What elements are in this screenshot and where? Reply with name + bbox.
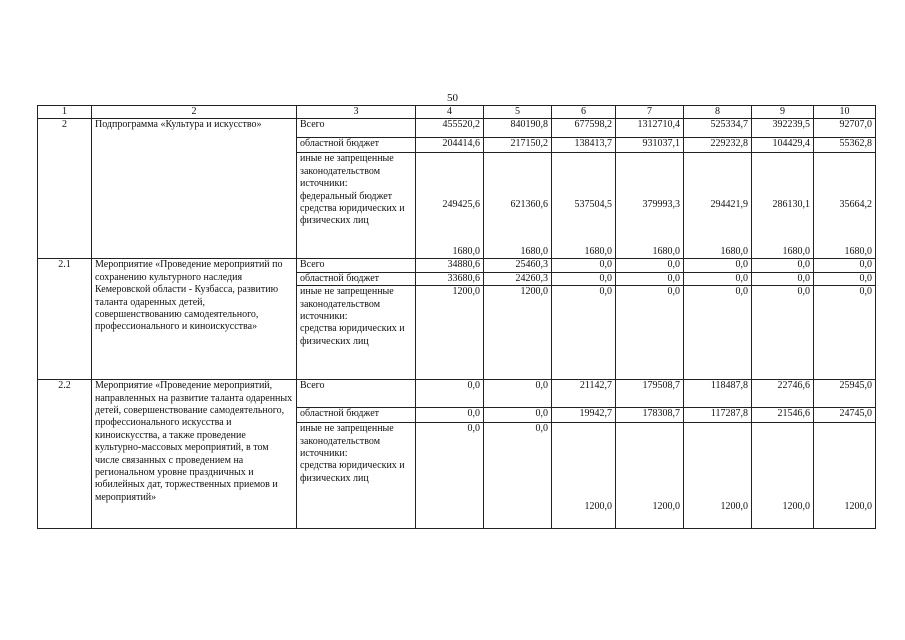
value-cell: 1200,0 [552, 423, 616, 529]
value-cell: 0,0 [684, 286, 752, 380]
value-cell: 0,0 [484, 423, 552, 529]
federal-value: 35664,2 [839, 199, 872, 211]
federal-value: 249425,6 [442, 199, 480, 211]
value-cell: 0,0 [552, 272, 616, 285]
value-cell: 118487,8 [684, 380, 752, 408]
header-cell: 7 [616, 106, 684, 119]
value-cell: 138413,7 [552, 138, 616, 153]
value-cell [752, 153, 814, 259]
value-cell [484, 153, 552, 259]
value-cell: 0,0 [484, 380, 552, 408]
row-title: Мероприятие «Проведение мероприятий, направленных на развитие таланта одаренных детей, совершенствование самодеятельного, профессионального искусства и киноискусства, а также проведение культурно-массовых мероприятий, в том числе связанных с проведением на региональном уровне праздничных и юбилейных дат, торжественных приемов и мероприятий» [92, 380, 297, 529]
source-label: областной бюджет [297, 408, 416, 423]
legal-entities-label: средства юридических и физических лиц [300, 323, 405, 347]
value-cell: 229232,8 [684, 138, 752, 153]
federal-value: 621360,6 [510, 199, 548, 211]
legal-value: 1680,0 [520, 246, 548, 257]
value-cell: 677598,2 [552, 119, 616, 138]
page-number: 50 [447, 92, 458, 104]
legal-value: 1680,0 [652, 246, 680, 257]
source-label: областной бюджет [297, 138, 416, 153]
other-sources-label: иные не запрещенные законодательством источники: [300, 286, 394, 323]
legal-value: 1680,0 [782, 246, 810, 257]
header-cell: 5 [484, 106, 552, 119]
value-cell: 21546,6 [752, 408, 814, 423]
value-cell: 217150,2 [484, 138, 552, 153]
source-label: Всего [297, 259, 416, 272]
value-cell: 0,0 [616, 272, 684, 285]
row-title: Подпрограмма «Культура и искусство» [92, 119, 297, 259]
header-row [38, 106, 876, 119]
other-sources-label: иные не запрещенные законодательством источники: [300, 423, 394, 460]
federal-budget-label: федеральный бюджет [300, 190, 393, 202]
value-cell: 0,0 [484, 408, 552, 423]
value-cell: 21142,7 [552, 380, 616, 408]
value-cell: 1200,0 [484, 286, 552, 380]
value-cell [552, 153, 616, 259]
value-cell: 117287,8 [684, 408, 752, 423]
value-cell: 1200,0 [616, 423, 684, 529]
value-cell: 392239,5 [752, 119, 814, 138]
table-row [38, 259, 876, 272]
value-cell: 0,0 [814, 272, 876, 285]
federal-value: 294421,9 [710, 199, 748, 211]
legal-value: 1680,0 [844, 246, 872, 257]
source-label-block [297, 286, 416, 380]
value-cell: 1200,0 [752, 423, 814, 529]
other-sources-label: иные не запрещенные законодательством источники: [300, 153, 394, 190]
budget-table [37, 105, 876, 529]
header-cell: 4 [416, 106, 484, 119]
value-cell: 179508,7 [616, 380, 684, 408]
value-cell: 34880,6 [416, 259, 484, 272]
legal-value: 1680,0 [452, 246, 480, 257]
source-label: областной бюджет [297, 272, 416, 285]
value-cell [616, 153, 684, 259]
row-title: Мероприятие «Проведение мероприятий по сохранению культурного наследия Кемеровской области - Кузбасса, развитию таланта одаренных детей, совершенствованию самодеятельного, профессионального и киноискусства» [92, 259, 297, 380]
value-cell: 1200,0 [684, 423, 752, 529]
value-cell: 0,0 [684, 259, 752, 272]
value-cell: 19942,7 [552, 408, 616, 423]
source-label-block [297, 423, 416, 529]
value-cell: 840190,8 [484, 119, 552, 138]
legal-value: 1680,0 [584, 246, 612, 257]
value-cell: 22746,6 [752, 380, 814, 408]
header-cell: 9 [752, 106, 814, 119]
table-row [38, 119, 876, 138]
legal-value: 1680,0 [720, 246, 748, 257]
value-cell: 25945,0 [814, 380, 876, 408]
legal-entities-label: средства юридических и физических лиц [300, 460, 405, 484]
value-cell: 0,0 [684, 272, 752, 285]
header-cell: 8 [684, 106, 752, 119]
federal-value: 286130,1 [772, 199, 810, 211]
value-cell: 0,0 [552, 259, 616, 272]
value-cell: 0,0 [752, 259, 814, 272]
value-cell: 0,0 [752, 272, 814, 285]
value-cell: 25460,3 [484, 259, 552, 272]
value-cell: 0,0 [552, 286, 616, 380]
header-cell: 1 [38, 106, 92, 119]
value-cell: 525334,7 [684, 119, 752, 138]
value-cell [684, 153, 752, 259]
source-label-block [297, 153, 416, 259]
value-cell: 204414,6 [416, 138, 484, 153]
value-cell: 92707,0 [814, 119, 876, 138]
value-cell: 24745,0 [814, 408, 876, 423]
legal-entities-label: средства юридических и физических лиц [300, 203, 405, 227]
header-cell: 6 [552, 106, 616, 119]
federal-value: 379993,3 [642, 199, 680, 211]
header-cell: 10 [814, 106, 876, 119]
value-cell: 0,0 [616, 286, 684, 380]
value-cell: 0,0 [416, 380, 484, 408]
value-cell: 0,0 [416, 408, 484, 423]
value-cell: 0,0 [752, 286, 814, 380]
source-label: Всего [297, 119, 416, 138]
value-cell [814, 153, 876, 259]
value-cell: 1200,0 [814, 423, 876, 529]
value-cell: 0,0 [416, 423, 484, 529]
row-number: 2.2 [38, 380, 92, 529]
header-cell: 2 [92, 106, 297, 119]
value-cell: 0,0 [616, 259, 684, 272]
value-cell: 55362,8 [814, 138, 876, 153]
value-cell: 0,0 [814, 286, 876, 380]
header-cell: 3 [297, 106, 416, 119]
value-cell: 1312710,4 [616, 119, 684, 138]
value-cell: 24260,3 [484, 272, 552, 285]
value-cell: 931037,1 [616, 138, 684, 153]
table-row [38, 380, 876, 408]
value-cell: 33680,6 [416, 272, 484, 285]
value-cell: 0,0 [814, 259, 876, 272]
source-label: Всего [297, 380, 416, 408]
value-cell: 1200,0 [416, 286, 484, 380]
value-cell: 455520,2 [416, 119, 484, 138]
value-cell: 104429,4 [752, 138, 814, 153]
value-cell [416, 153, 484, 259]
value-cell: 178308,7 [616, 408, 684, 423]
row-number: 2 [38, 119, 92, 259]
row-number: 2.1 [38, 259, 92, 380]
federal-value: 537504,5 [574, 199, 612, 211]
